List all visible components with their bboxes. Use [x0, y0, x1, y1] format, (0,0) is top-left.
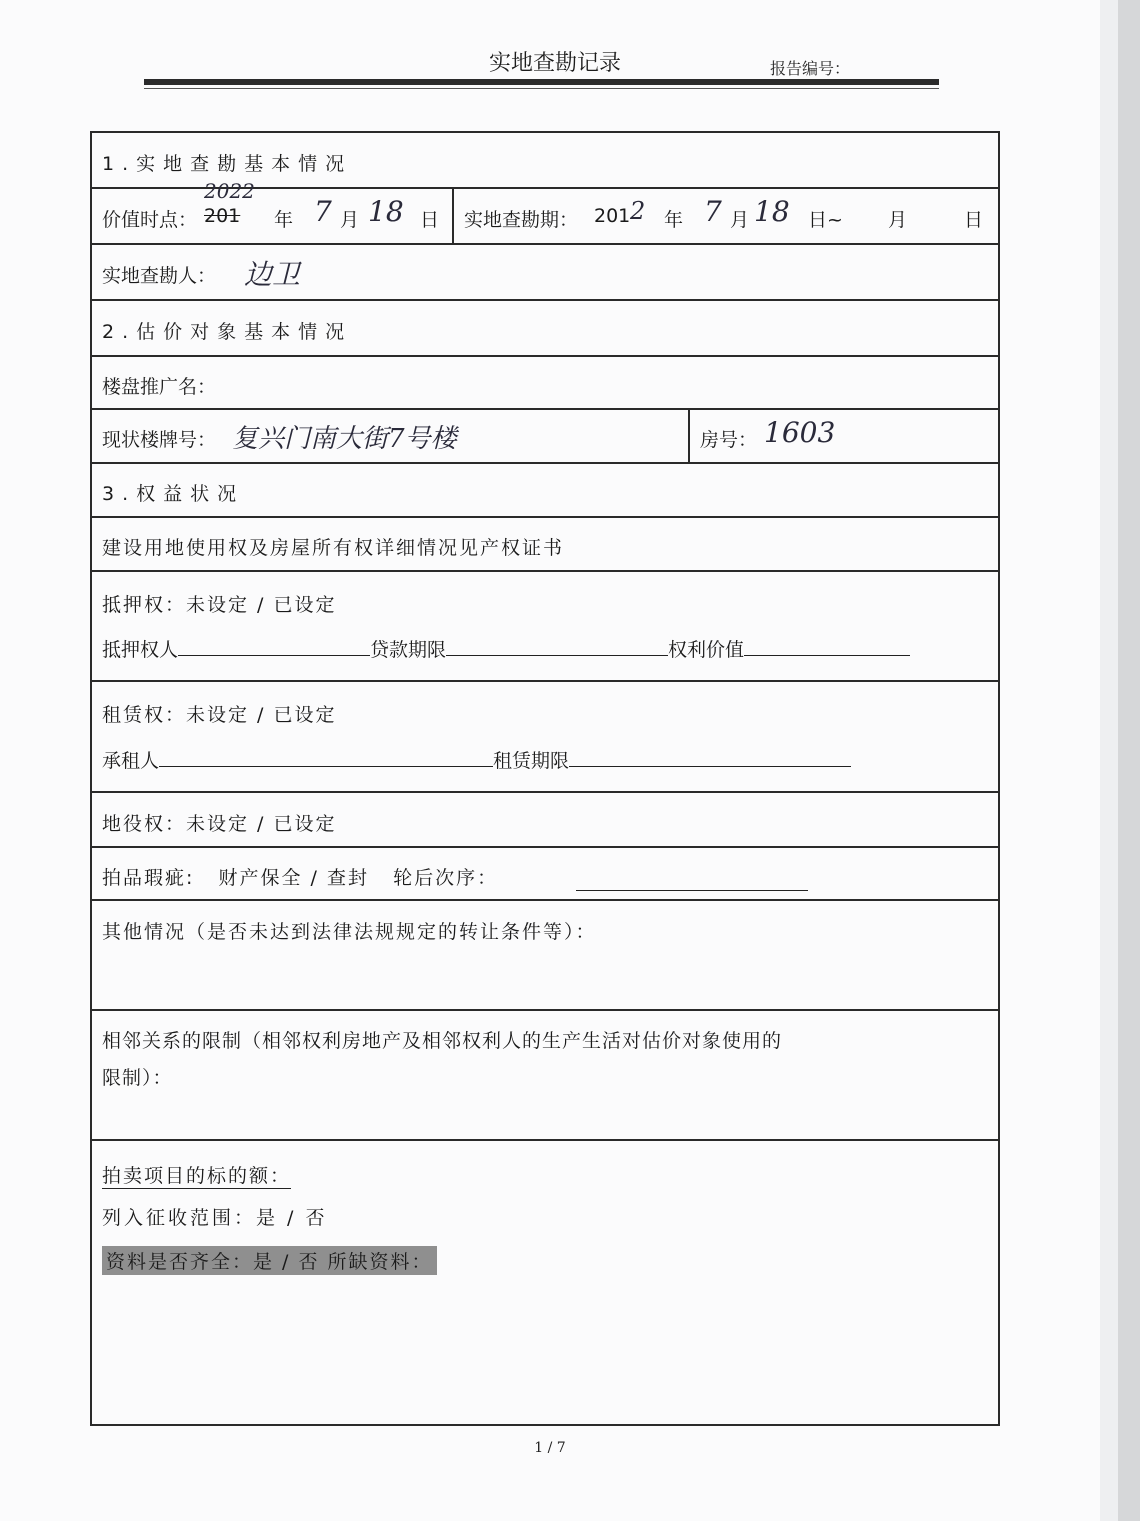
neighbor-text-line1: 相邻关系的限制（相邻权利房地产及相邻权利人的生产生活对估价对象使用的 [102, 1030, 783, 1052]
lease-status: 租赁权：未设定 / 已设定 [102, 704, 337, 726]
surveyor-row [92, 245, 998, 301]
auction-row [92, 1141, 998, 1426]
other-text: 其他情况（是否未达到法律法规规定的转让条件等）： [102, 921, 597, 943]
mortgage-status: 抵押权：未设定 / 已设定 [102, 594, 337, 616]
docs-line: 资料是否齐全：是 / 否 所缺资料： [102, 1246, 437, 1275]
right-value-label: 权利价值 [668, 639, 745, 661]
value-date-month: 7 [314, 195, 332, 228]
other-row [92, 901, 998, 1011]
survey-period-label: 实地查勘期： [464, 209, 579, 231]
section2-title: 2.估价对象基本情况 [102, 321, 353, 343]
surveyor-name: 边卫 [244, 258, 301, 291]
neighbor-row [92, 1011, 998, 1141]
loan-term-label: 贷款期限 [370, 639, 447, 661]
value-date-day-unit: 日 [420, 209, 440, 231]
plate-label: 现状楼牌号： [102, 429, 217, 451]
survey-day: 18 [754, 195, 790, 228]
value-date-year-printed: 201 [204, 205, 241, 227]
room-label: 房号： [700, 429, 758, 451]
mortgage-detail-line [102, 635, 910, 662]
lease-row [92, 682, 998, 793]
defect-order-blank [576, 876, 808, 891]
section3-title-row [92, 464, 998, 518]
lease-term-blank [569, 752, 851, 767]
defect-row [92, 848, 998, 901]
mortgagee-blank [178, 641, 370, 656]
value-date-month-unit: 月 [340, 209, 360, 231]
survey-month: 7 [704, 195, 722, 228]
mortgagee-label: 抵押权人 [102, 639, 179, 661]
room-value: 1603 [764, 416, 836, 449]
value-date-year-handwritten: 2022 [204, 179, 255, 203]
survey-year-unit: 年 [664, 209, 684, 231]
value-date-label: 价值时点： [102, 209, 198, 231]
expropriation-line: 列入征收范围：是 / 否 [102, 1207, 328, 1229]
plate-value: 复兴门南大街7号楼 [232, 424, 457, 454]
surveyor-label: 实地查勘人： [102, 265, 217, 287]
mortgage-row [92, 572, 998, 682]
survey-end-day-unit: 日 [964, 209, 984, 231]
survey-day-unit: 日~ [808, 209, 843, 231]
report-number-label: 报告编号： [770, 59, 851, 78]
survey-year-printed: 201 [594, 205, 631, 227]
defect-line: 拍品瑕疵: 财产保全 / 查封 轮后次序： [102, 867, 499, 889]
page-title: 实地查勘记录 [488, 51, 621, 76]
lease-detail-line [102, 746, 851, 773]
survey-form-table [90, 131, 1000, 1426]
lessee-blank [159, 752, 493, 767]
lessee-label: 承租人 [102, 750, 160, 772]
plate-room-divider [688, 410, 690, 462]
header-rule-thick [144, 79, 939, 85]
section3-title: 3.权益状况 [102, 483, 245, 505]
easement-status: 地役权：未设定 / 已设定 [102, 813, 337, 835]
auction-target-label: 拍卖项目的标的额： [102, 1161, 291, 1189]
land-use-row [92, 518, 998, 572]
easement-row [92, 793, 998, 848]
date-row [92, 179, 998, 245]
land-use-text: 建设用地使用权及房屋所有权详细情况见产权证书 [102, 537, 565, 559]
promo-name-row [92, 357, 998, 410]
date-row-divider [452, 189, 454, 243]
plate-room-row [92, 410, 998, 464]
value-date-day: 18 [368, 195, 404, 228]
right-value-blank [744, 641, 910, 656]
survey-end-month-unit: 月 [888, 209, 908, 231]
promo-name-label: 楼盘推广名： [102, 376, 217, 398]
section2-title-row [92, 301, 998, 357]
value-date-year-unit: 年 [274, 209, 294, 231]
lease-term-label: 租赁期限 [493, 750, 570, 772]
survey-year-handwritten: 2 [630, 197, 646, 225]
header-rule-thin [144, 88, 939, 89]
loan-term-blank [446, 641, 668, 656]
survey-month-unit: 月 [730, 209, 750, 231]
neighbor-text-line2: 限制）： [102, 1067, 173, 1089]
section1-title: 1.实地查勘基本情况 [102, 153, 353, 175]
page-number: 1 / 7 [534, 1440, 566, 1456]
